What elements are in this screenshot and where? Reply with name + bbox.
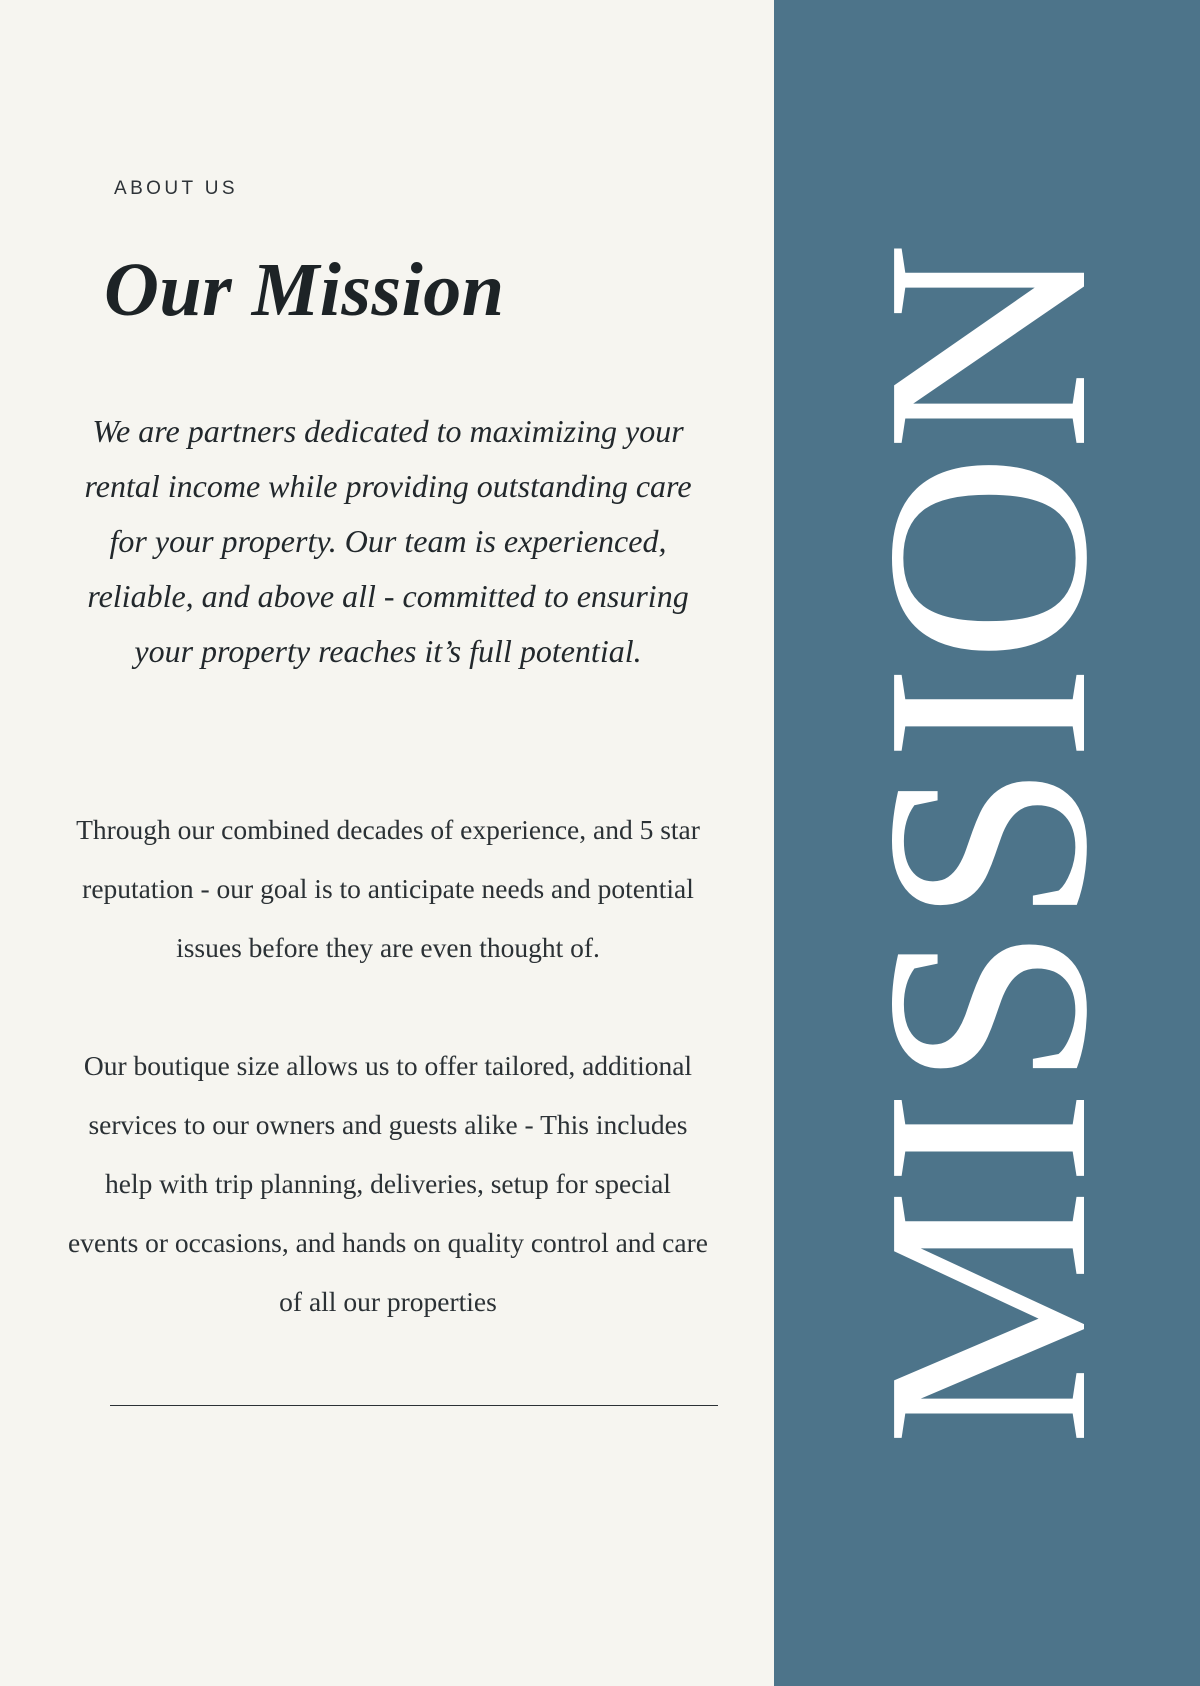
mission-paragraph-2: Our boutique size allows us to offer tailored, additional services to our owners and guests alike - This includes help with trip planning, deliveries, setup for special events or occasions, and hands on quality control and care of all our properties [68,1049,708,1317]
mission-lead-paragraph: We are partners dedicated to maximizing your rental income while providing outstanding care for your property. Our team is experienced, reliable, and above all - committed to ensuring your property reaches it’s full potential. [84,413,692,670]
side-band-label: MISSION [826,239,1147,1447]
page-title: Our Mission [104,247,505,332]
side-band [774,0,1200,1686]
mission-paragraph-1: Through our combined decades of experience, and 5 star reputation - our goal is to anticipate needs and potential issues before they are even thought of. [76,813,700,963]
section-eyebrow: ABOUT US [114,178,238,199]
horizontal-divider [110,1405,718,1406]
